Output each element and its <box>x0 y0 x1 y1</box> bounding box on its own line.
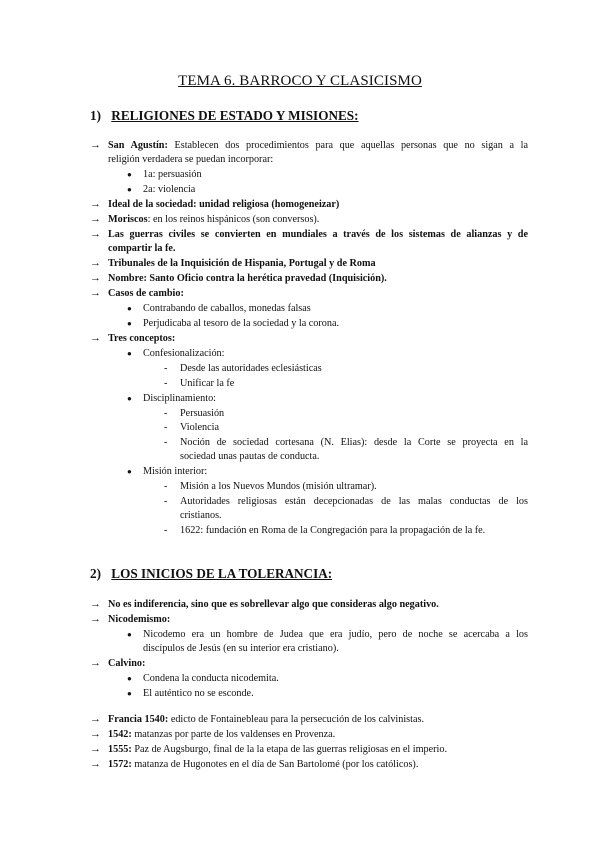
list-item: Ideal de la sociedad: unidad religiosa (homogeneizar) <box>108 199 340 210</box>
dash-icon: - <box>164 437 168 448</box>
item-text-continued: compartir la fe. <box>108 243 176 254</box>
bullet-icon: ● <box>127 349 132 358</box>
item-text: : en los reinos hispánicos (son conversos). <box>147 214 320 225</box>
list-item: Tres conceptos: <box>108 333 176 344</box>
bullet-icon: ● <box>127 630 132 639</box>
item-text: matanza de Hugonotes en el día de San Bartolomé (por los católicos). <box>131 759 419 770</box>
dash-icon: - <box>164 422 168 433</box>
list-item: Noción de sociedad cortesana (N. Elias): desde la Corte se proyecta en la <box>180 437 528 448</box>
list-item: Misión a los Nuevos Mundos (misión ultramar). <box>180 481 377 492</box>
item-text: matanzas por parte de los valdenses en Provenza. <box>131 729 336 740</box>
section-title: RELIGIONES DE ESTADO Y MISIONES: <box>111 108 359 123</box>
arrow-icon: → <box>90 272 101 284</box>
dash-icon: - <box>164 378 168 389</box>
arrow-icon: → <box>90 728 101 740</box>
bullet-icon: ● <box>127 185 132 194</box>
section-heading-1 <box>90 108 359 124</box>
dash-icon: - <box>164 481 168 492</box>
bullet-icon: ● <box>127 170 132 179</box>
arrow-icon: → <box>90 139 101 151</box>
list-item: Disciplinamiento: <box>143 393 216 404</box>
item-label: 1555: <box>108 744 132 755</box>
arrow-icon: → <box>90 257 101 269</box>
list-item <box>108 728 335 741</box>
arrow-icon: → <box>90 598 101 610</box>
list-item: Unificar la fe <box>180 378 235 389</box>
dash-icon: - <box>164 496 168 507</box>
section-title: LOS INICIOS DE LA TOLERANCIA: <box>111 566 333 581</box>
arrow-icon: → <box>90 213 101 225</box>
item-text: edicto de Fontainebleau para la persecución de los calvinistas. <box>168 714 424 725</box>
arrow-icon: → <box>90 613 101 625</box>
dash-icon: - <box>164 525 168 536</box>
dash-icon: - <box>164 408 168 419</box>
list-item: Calvino: <box>108 658 146 669</box>
list-item: Nicodemo era un hombre de Judea que era judío, pero de noche se acercaba a los <box>143 629 528 640</box>
list-item: Misión interior: <box>143 466 208 477</box>
section-number: 1) <box>90 108 101 123</box>
list-item <box>108 713 424 726</box>
bullet-icon: ● <box>127 319 132 328</box>
bullet-icon: ● <box>127 674 132 683</box>
list-item: Casos de cambio: <box>108 288 184 299</box>
list-item: Persuasión <box>180 408 225 419</box>
list-item: Tribunales de la Inquisición de Hispania, Portugal y de Roma <box>108 258 376 269</box>
list-item: Nicodemismo: <box>108 614 171 625</box>
list-item: Contrabando de caballos, monedas falsas <box>143 303 311 314</box>
list-item: El auténtico no se esconde. <box>143 688 254 699</box>
arrow-icon: → <box>90 332 101 344</box>
list-item <box>108 139 528 152</box>
arrow-icon: → <box>90 743 101 755</box>
section-heading-2 <box>90 566 332 582</box>
bullet-icon: ● <box>127 304 132 313</box>
item-label: 1572: <box>108 759 132 770</box>
list-item: 1a: persuasión <box>143 169 202 180</box>
item-text-continued: discípulos de Jesús (en su interior era cristiano). <box>143 643 339 654</box>
list-item: No es indiferencia, sino que es sobrellevar algo que consideras algo negativo. <box>108 599 439 610</box>
item-label: 1542: <box>108 729 132 740</box>
list-item: Violencia <box>180 422 219 433</box>
bullet-icon: ● <box>127 394 132 403</box>
dash-icon: - <box>164 363 168 374</box>
item-text: Paz de Augsburgo, final de la la etapa de las guerras religiosas en el imperio. <box>131 744 448 755</box>
item-label: San Agustín: <box>108 140 168 151</box>
list-item <box>108 743 447 756</box>
bullet-icon: ● <box>127 467 132 476</box>
section-number: 2) <box>90 566 101 581</box>
list-item: Nombre: Santo Oficio contra la herética pravedad (Inquisición). <box>108 273 387 284</box>
list-item: Las guerras civiles se convierten en mundiales a través de los sistemas de alianzas y de <box>108 229 528 240</box>
item-label: Francia 1540: <box>108 714 169 725</box>
page-title: TEMA 6. BARROCO Y CLASICISMO <box>178 73 422 89</box>
arrow-icon: → <box>90 228 101 240</box>
item-text-continued: cristianos. <box>180 510 222 521</box>
list-item: Perjudicaba al tesoro de la sociedad y la corona. <box>143 318 340 329</box>
item-text-continued: sociedad unas pautas de conducta. <box>180 451 320 462</box>
list-item: Desde las autoridades eclesiásticas <box>180 363 322 374</box>
list-item: 1622: fundación en Roma de la Congregación para la propagación de la fe. <box>180 525 486 536</box>
list-item: Autoridades religiosas están decepcionadas de las malas conductas de los <box>180 496 528 507</box>
list-item: 2a: violencia <box>143 184 196 195</box>
arrow-icon: → <box>90 758 101 770</box>
arrow-icon: → <box>90 198 101 210</box>
bullet-icon: ● <box>127 689 132 698</box>
item-label: Moriscos <box>108 214 148 225</box>
arrow-icon: → <box>90 287 101 299</box>
list-item: Confesionalización: <box>143 348 225 359</box>
item-text: Establecen dos procedimientos para que aquellas personas que no sigan a la <box>174 140 529 151</box>
arrow-icon: → <box>90 713 101 725</box>
item-text-continued: religión verdadera se puedan incorporar: <box>108 154 274 165</box>
list-item: Condena la conducta nicodemita. <box>143 673 279 684</box>
arrow-icon: → <box>90 657 101 669</box>
list-item <box>108 758 418 771</box>
list-item <box>108 213 319 226</box>
